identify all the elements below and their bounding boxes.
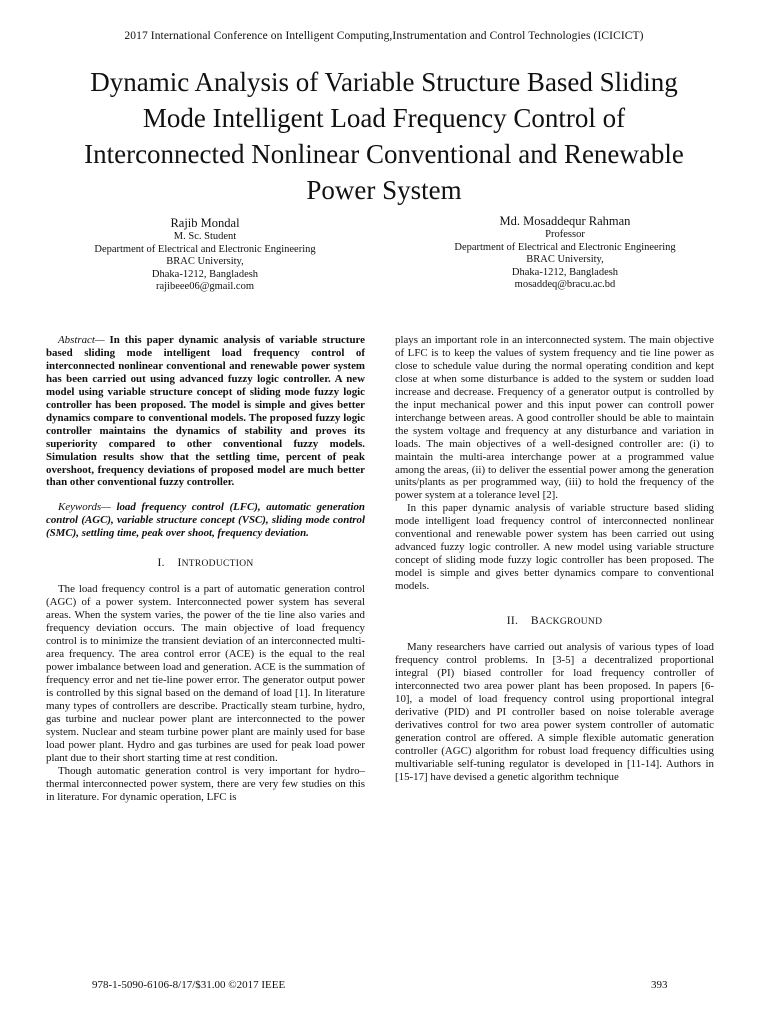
author-department: Department of Electrical and Electronic Engineering <box>94 243 316 255</box>
section-heading-introduction <box>46 557 365 571</box>
author-position: Professor <box>545 229 585 240</box>
right-column <box>395 334 714 784</box>
abstract <box>46 334 365 489</box>
footer-isbn: 978-1-5090-6106-8/17/$31.00 ©2017 IEEE <box>92 979 286 991</box>
left-column <box>46 334 365 803</box>
author-name: Md. Mosaddequr Rahman <box>499 214 631 228</box>
paper-title: Dynamic Analysis of Variable Structure Based Sliding Mode Intelligent Load Frequency Control of Interconnected Nonlinear Conventional and Renewable Power System <box>84 67 684 205</box>
keywords <box>46 501 365 540</box>
paragraph: Though automatic generation control is very important for hydro–thermal interconnected power system, there are very few studies on this in literature. For dynamic operation, LFC is <box>46 764 365 803</box>
conference-header: 2017 International Conference on Intelligent Computing,Instrumentation and Control Technologies (ICICICT) <box>124 30 644 42</box>
keywords-label: Keywords— <box>58 501 111 514</box>
section-first-letter: I <box>177 557 182 570</box>
abstract-text: In this paper dynamic analysis of variable structure based sliding mode intelligent load frequency control of interconnected nonlinear conventional and renewable power system has been carried out using advanced fuzzy logic controller. A new model using variable structure concept of sliding mode fuzzy logic controller has been proposed. The model is simple and gives better dynamics compare to conventional models. The proposed fuzzy logic controller maintains the dynamics of stability and proves its superiority compared to other conventional fuzzy models. Simulation results show that the settling time, percent of peak overshoot, frequency deviations of proposed model are much better than other conventional fuzzy controller. <box>46 334 365 489</box>
page-number: 393 <box>651 979 668 991</box>
author-block-1 <box>60 216 350 294</box>
section-heading-background <box>395 615 714 629</box>
paragraph: plays an important role in an interconnected system. The main objective of LFC is to keep the values of system frequency and tie line power as close to schedule value during the normal operating condition and kept close at when some disturbance is added to the system or sudden load increase and decrease. Frequency of a generator output is controlled by the input mechanical power and this input power can controll power interchange between areas. A good controller should be able to maintain the system voltage and frequency at any disturbance and variation in loads. The main objectives of a well-designed controller are: (i) to maintain the multi-area interchange power at a programmed value among the areas, (ii) to deliver the essential power among the generation units/plants as per programmed way, (iii) to hold the frequency of the power system at a tolerance level [2]. <box>395 334 714 502</box>
section-first-letter: B <box>530 615 539 628</box>
section-title-rest: ACKGROUND <box>538 617 603 628</box>
author-position: M. Sc. Student <box>173 231 237 242</box>
author-city: Dhaka-1212, Bangladesh <box>511 266 619 278</box>
paragraph: Many researchers have carried out analysis of various types of load frequency control problems. In [3-5] a decentralized proportional integral (PI) biased controller for load frequency controller of interconnected two area power plant has been proposed. In papers [6-10], a model of load frequency control using proportional integral derivative (PID) and PI controller based on noise tolerable average derivatives control for two area power system controller of automatic generation control are offered. A simple flexible automatic generation controller (AGC) algorithm for robust load frequency difficulties using multivariable self-tuning regulator is developed in [11-14]. Authors in [15-17] have devised a genetic algorithm technique <box>395 641 714 783</box>
author-email[interactable]: mosaddeq@bracu.ac.bd <box>514 279 616 290</box>
section-number: I. <box>157 557 165 570</box>
author-block-2 <box>420 214 710 292</box>
paragraph: In this paper dynamic analysis of variable structure based sliding mode intelligent load frequency control of interconnected nonlinear conventional and renewable power system has been carried out using advanced fuzzy logic controller. A new model using variable structure concept of sliding mode fuzzy logic controller has been proposed. The model is simple and gives better dynamics compare to conventional models. <box>395 502 714 593</box>
keywords-text: load frequency control (LFC), automatic generation control (AGC), variable structure concept (VSC), sliding mode control (SMC), settling time, peak over shoot, frequency deviation. <box>46 501 365 540</box>
author-university: BRAC University, <box>166 256 244 267</box>
author-email[interactable]: rajibeee06@gmail.com <box>155 281 254 292</box>
author-department: Department of Electrical and Electronic Engineering <box>454 241 676 253</box>
section-title-rest: NTRODUCTION <box>181 559 254 570</box>
author-name: Rajib Mondal <box>170 216 240 230</box>
section-number: II. <box>506 615 519 628</box>
paragraph: The load frequency control is a part of automatic generation control (AGC) of a power system. Interconnected power system has several areas. When the system varies, the power of the tie line also varies and frequency deviation occurs. The main objective of load frequency control is to minimize the transient deviation of an interconnected multi-area frequency. The area control error (ACE) is the equal to the real power imbalance between load and generation. ACE is the summation of frequency error and net tie-line power error. The generator output power is controlled by this signal based on the demand of load [1]. In literature many types of controllers are describe. Practically steam turbine, hydro, gas turbine and nuclear power plant are interconnected to the power system. Nuclear and steam turbine power plant are mainly used for base load power plant. Hydro and gas turbines are used for peak load power plant due to their short starting time at rest condition. <box>46 583 365 764</box>
author-university: BRAC University, <box>526 254 604 265</box>
abstract-label: Abstract— <box>58 334 105 346</box>
author-city: Dhaka-1212, Bangladesh <box>151 268 259 280</box>
